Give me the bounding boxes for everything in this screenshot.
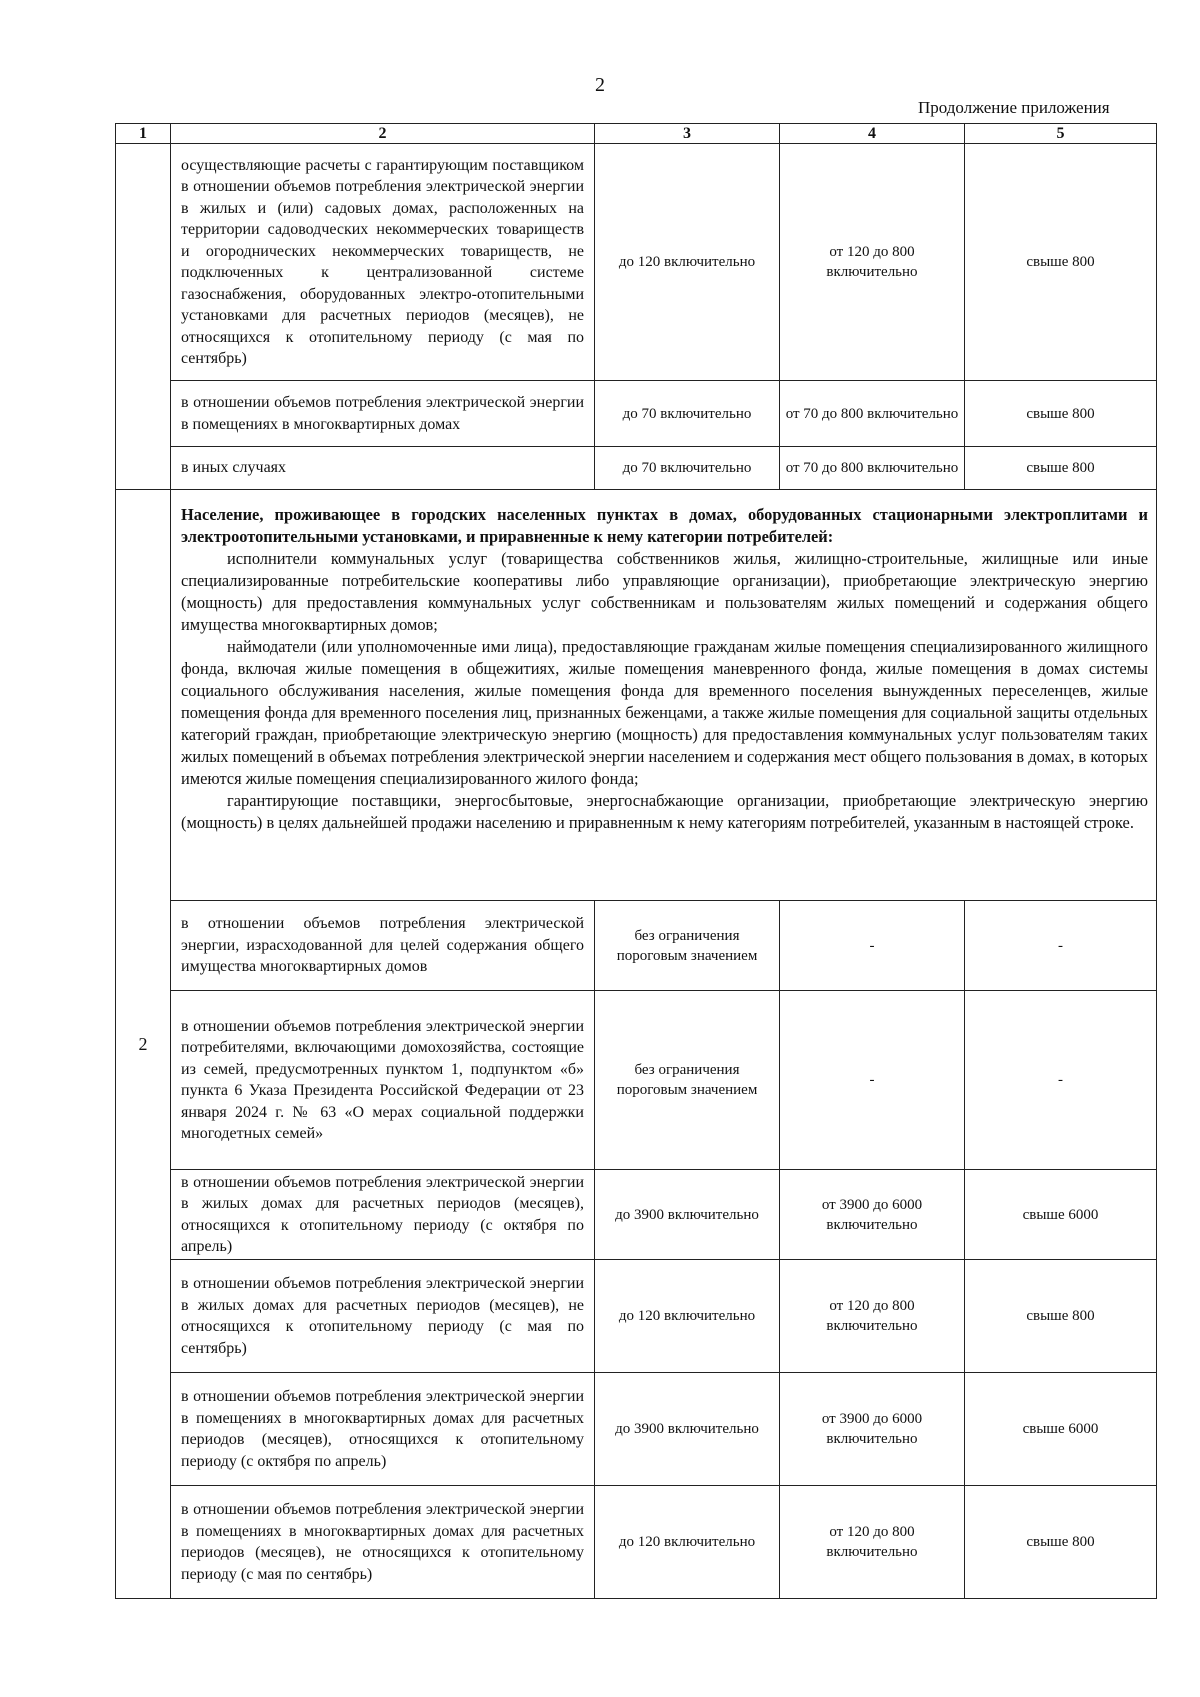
- section-description: [171, 490, 1157, 901]
- header-col-3: 3: [595, 124, 780, 144]
- table-row: [116, 381, 1157, 447]
- continuation-caption: Продолжение приложения: [918, 98, 1110, 117]
- threshold-high: свыше 800: [965, 381, 1157, 447]
- threshold-high: свыше 6000: [965, 1373, 1157, 1486]
- header-col-2: 2: [171, 124, 595, 144]
- row-description: в отношении объемов потребления электрической энергии в жилых домах для расчетных периодов (месяцев), не относящихся к отопительному периоду (с мая по сентябрь): [171, 1260, 595, 1373]
- row-description: в отношении объемов потребления электрической энергии в помещениях в многоквартирных домах для расчетных периодов (месяцев), не относящихся к отопительному периоду (с мая по сентябрь): [171, 1486, 595, 1599]
- section-row: [116, 490, 1157, 901]
- section-paragraph: гарантирующие поставщики, энергосбытовые, энергоснабжающие организации, приобретающие электрическую энергию (мощность) в целях дальнейшей продажи населению и приравненным к нему категориям потребителей, указанным в настоящей строке.: [181, 791, 1148, 832]
- threshold-mid: от 120 до 800 включительно: [780, 144, 965, 381]
- table-row: [116, 1486, 1157, 1599]
- threshold-high: -: [965, 901, 1157, 991]
- header-col-4: 4: [780, 124, 965, 144]
- table-row: [116, 144, 1157, 381]
- row-description: в отношении объемов потребления электрической энергии потребителями, включающими домохозяйства, состоящие из семей, предусмотренных пунктом 1, подпунктом «б» пункта 6 Указа Президента Российской Федерации от 23 января 2024 г. № 63 «О мерах социальной поддержки многодетных семей»: [171, 991, 595, 1170]
- page-number: 2: [595, 74, 605, 96]
- table-row: [116, 1373, 1157, 1486]
- threshold-mid: -: [780, 901, 965, 991]
- threshold-low: до 70 включительно: [595, 381, 780, 447]
- threshold-mid: от 120 до 800 включительно: [780, 1486, 965, 1599]
- section-paragraph: наймодатели (или уполномоченные ими лица), предоставляющие гражданам жилые помещения специализированного жилищного фонда, включая жилые помещения в общежитиях, жилые помещения маневренного фонда, жилые помещения в домах системы социального обслуживания населения, жилые помещения фонда для временного поселения вынужденных переселенцев, жилые помещения фонда для временного поселения лиц, признанных беженцами, а также жилые помещения для социальной защиты отдельных категорий граждан, приобретающие электрическую энергию (мощность) для предоставления коммунальных услуг пользователям таких жилых помещений в объемах потребления электрической энергии населением и содержания мест общего пользования в домах, в которых имеются жилые помещения специализированного жилого фонда;: [181, 637, 1148, 788]
- threshold-low: до 120 включительно: [595, 1260, 780, 1373]
- table-row: [116, 1260, 1157, 1373]
- section-paragraph: исполнители коммунальных услуг (товарищества собственников жилья, жилищно-строительные, жилищные или иные специализированные потребительские кооперативы либо управляющие организации), приобретающие электрическую энергию (мощность) для предоставления коммунальных услуг собственникам и пользователям жилых помещений и содержания общего имущества многоквартирных домов;: [181, 549, 1148, 634]
- table-row: [116, 901, 1157, 991]
- row-description: в иных случаях: [171, 447, 595, 490]
- threshold-high: свыше 6000: [965, 1170, 1157, 1260]
- table-row: [116, 1170, 1157, 1260]
- threshold-low: до 3900 включительно: [595, 1373, 780, 1486]
- header-col-5: 5: [965, 124, 1157, 144]
- table-row: [116, 991, 1157, 1170]
- threshold-high: свыше 800: [965, 447, 1157, 490]
- threshold-mid: от 3900 до 6000 включительно: [780, 1373, 965, 1486]
- row-description: осуществляющие расчеты с гарантирующим поставщиком в отношении объемов потребления электрической энергии в жилых и (или) садовых домах, расположенных на территории садоводческих некоммерческих товариществ и огороднических некоммерческих товариществ, не подключенных к централизованной системе газоснабжения, оборудованных электро-отопительными установками для расчетных периодов (месяцев), не относящихся к отопительному периоду (с мая по сентябрь): [171, 144, 595, 381]
- row-description: в отношении объемов потребления электрической энергии в помещениях в многоквартирных домах: [171, 381, 595, 447]
- row-number-cell: [116, 144, 171, 490]
- header-col-1: 1: [116, 124, 171, 144]
- row-description: в отношении объемов потребления электрической энергии, израсходованной для целей содержания общего имущества многоквартирных домов: [171, 901, 595, 991]
- table-row: [116, 447, 1157, 490]
- threshold-low: до 70 включительно: [595, 447, 780, 490]
- threshold-mid: от 3900 до 6000 включительно: [780, 1170, 965, 1260]
- threshold-mid: от 70 до 800 включительно: [780, 447, 965, 490]
- section-heading: Население, проживающее в городских населенных пунктах в домах, оборудованных стационарными электроплитами и электроотопительными установками, и приравненные к нему категории потребителей:: [181, 505, 1148, 546]
- threshold-low: без ограничения пороговым значением: [595, 901, 780, 991]
- threshold-low: до 120 включительно: [595, 144, 780, 381]
- tariff-table: [115, 123, 1157, 1599]
- threshold-mid: от 70 до 800 включительно: [780, 381, 965, 447]
- row-description: в отношении объемов потребления электрической энергии в помещениях в многоквартирных домах для расчетных периодов (месяцев), относящихся к отопительному периоду (с октября по апрель): [171, 1373, 595, 1486]
- threshold-low: без ограничения пороговым значением: [595, 991, 780, 1170]
- row-number: 2: [116, 490, 171, 1599]
- threshold-mid: -: [780, 991, 965, 1170]
- threshold-high: -: [965, 991, 1157, 1170]
- header-row: [116, 124, 1157, 144]
- threshold-high: свыше 800: [965, 1260, 1157, 1373]
- row-description: в отношении объемов потребления электрической энергии в жилых домах для расчетных периодов (месяцев), относящихся к отопительному периоду (с октября по апрель): [171, 1170, 595, 1260]
- threshold-low: до 120 включительно: [595, 1486, 780, 1599]
- threshold-low: до 3900 включительно: [595, 1170, 780, 1260]
- threshold-high: свыше 800: [965, 1486, 1157, 1599]
- threshold-high: свыше 800: [965, 144, 1157, 381]
- threshold-mid: от 120 до 800 включительно: [780, 1260, 965, 1373]
